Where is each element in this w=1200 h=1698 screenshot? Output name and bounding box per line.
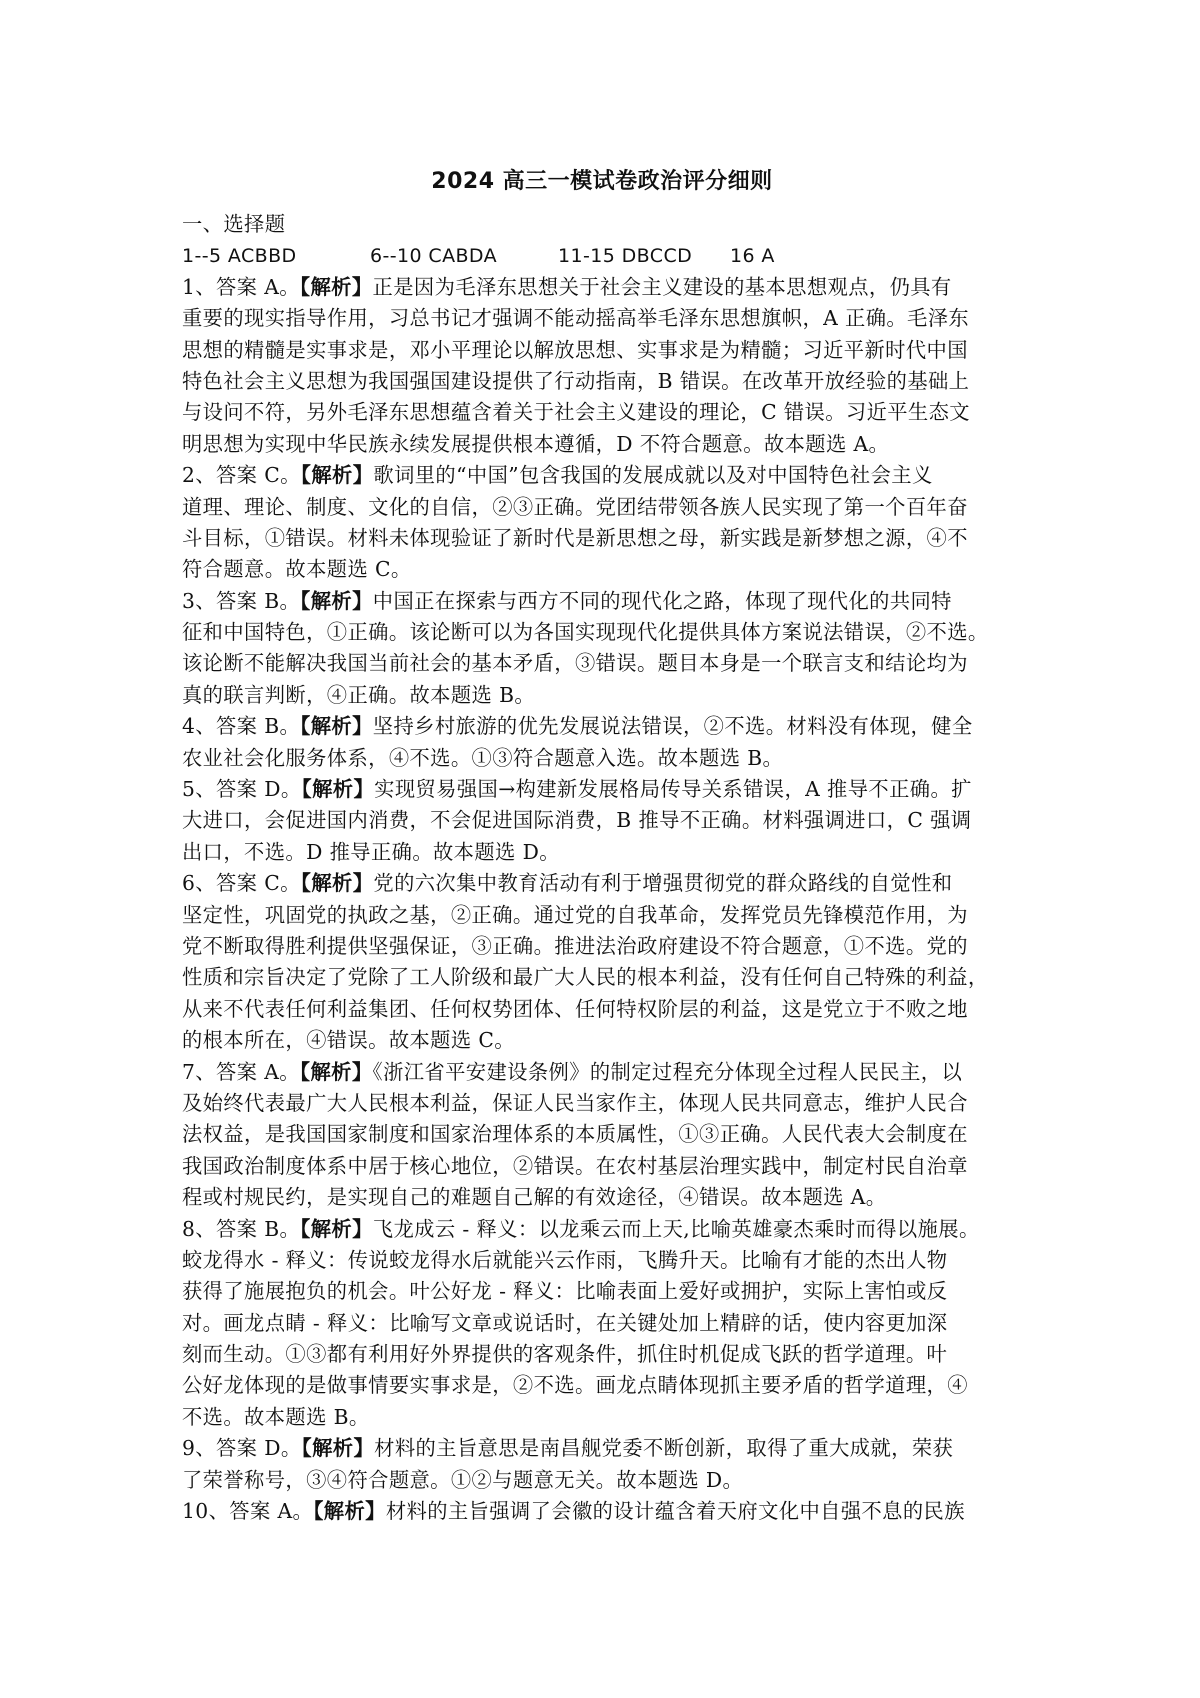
answer-entry bbox=[182, 1057, 1022, 1214]
answer-entry bbox=[182, 868, 1022, 1056]
document-body bbox=[182, 209, 1022, 1527]
analysis-line: 我国政治制度体系中居于核心地位，②错误。在农村基层治理实践中，制定村民自治章 bbox=[182, 1153, 968, 1178]
answer-label: 9、答案 D。 bbox=[182, 1436, 302, 1461]
analysis-line: 思想的精髓是实事求是，邓小平理论以解放思想、实事求是为精髓；习近平新时代中国 bbox=[182, 337, 968, 362]
analysis-line: 程或村规民约，是实现自己的难题自己解的有效途径，④错误。故本题选 A。 bbox=[182, 1185, 887, 1210]
entry-first-line bbox=[182, 1057, 1022, 1088]
answer-label: 10、答案 A。 bbox=[182, 1499, 314, 1524]
entry-first-line bbox=[182, 272, 1022, 303]
analysis-text: 中国正在探索与西方不同的现代化之路，体现了现代化的共同特 bbox=[372, 588, 952, 613]
analysis-line: 坚定性，巩固党的执政之基，②正确。通过党的自我革命，发挥党员先锋模范作用，为 bbox=[182, 902, 968, 927]
analysis-line: 真的联言判断，④正确。故本题选 B。 bbox=[182, 682, 536, 707]
analysis-line: 蛟龙得水 - 释义：传说蛟龙得水后就能兴云作雨，飞腾升天。比喻有才能的杰出人物 bbox=[182, 1247, 948, 1272]
answer-label: 8、答案 B。 bbox=[182, 1216, 301, 1241]
analysis-line: 符合题意。故本题选 C。 bbox=[182, 557, 412, 582]
analysis-line: 重要的现实指导作用，习总书记才强调不能动摇高举毛泽东思想旗帜，A 正确。毛泽东 bbox=[182, 306, 970, 331]
analysis-tag: 【解析】 bbox=[300, 871, 374, 896]
analysis-line: 与设问不符，另外毛泽东思想蕴含着关于社会主义建设的理论，C 错误。习近平生态文 bbox=[182, 400, 970, 425]
analysis-text: 材料的主旨强调了会徽的设计蕴含着天府文化中自强不息的民族 bbox=[385, 1499, 965, 1524]
page-title: 2024 高三一模试卷政治评分细则 bbox=[431, 169, 773, 194]
analysis-text: 《浙江省平安建设条例》的制定过程充分体现全过程人民民主，以 bbox=[372, 1059, 963, 1084]
analysis-line: 刻而生动。①③都有利用好外界提供的客观条件，抓住时机促成飞跃的哲学道理。叶 bbox=[182, 1342, 948, 1367]
answer-entry bbox=[182, 586, 1022, 712]
analysis-text: 正是因为毛泽东思想关于社会主义建设的基本思想观点，仍具有 bbox=[372, 274, 952, 299]
answer-entry bbox=[182, 1433, 1022, 1496]
analysis-tag: 【解析】 bbox=[300, 463, 374, 488]
answer-group-6-10: 6--10 CABDA bbox=[370, 245, 498, 268]
answer-explanations bbox=[182, 272, 1022, 1528]
analysis-line: 法权益，是我国国家制度和国家治理体系的本质属性，①③正确。人民代表大会制度在 bbox=[182, 1122, 968, 1147]
answer-group-11-15: 11-15 DBCCD bbox=[558, 245, 693, 268]
section-heading: 一、选择题 bbox=[182, 212, 286, 236]
answer-label: 6、答案 C。 bbox=[182, 871, 301, 896]
answer-label: 1、答案 A。 bbox=[182, 274, 300, 299]
analysis-tag: 【解析】 bbox=[300, 1216, 373, 1241]
entry-first-line bbox=[182, 1214, 1022, 1245]
analysis-line: 公好龙体现的是做事情要实事求是，②不选。画龙点睛体现抓主要矛盾的哲学道理，④ bbox=[182, 1373, 968, 1398]
answer-entry bbox=[182, 1214, 1022, 1434]
analysis-line: 该论断不能解决我国当前社会的基本矛盾，③错误。题目本身是一个联言支和结论均为 bbox=[182, 651, 968, 676]
entry-first-line bbox=[182, 586, 1022, 617]
answer-entry bbox=[182, 774, 1022, 868]
answer-entry bbox=[182, 1496, 1022, 1527]
answer-entry bbox=[182, 460, 1022, 586]
analysis-line: 斗目标，①错误。材料未体现验证了新时代是新思想之母，新实践是新梦想之源，④不 bbox=[182, 525, 968, 550]
analysis-text: 飞龙成云 - 释义：以龙乘云而上天,比喻英雄豪杰乘时而得以施展。 bbox=[372, 1216, 980, 1241]
analysis-line: 不选。故本题选 B。 bbox=[182, 1404, 370, 1429]
analysis-line: 党不断取得胜利提供坚强保证，③正确。推进法治政府建设不符合题意，①不选。党的 bbox=[182, 933, 968, 958]
entry-first-line bbox=[182, 1433, 1022, 1464]
analysis-line: 及始终代表最广大人民根本利益，保证人民当家作主，体现人民共同意志，维护人民合 bbox=[182, 1090, 968, 1115]
analysis-tag: 【解析】 bbox=[299, 274, 373, 299]
analysis-line: 农业社会化服务体系，④不选。①③符合题意入选。故本题选 B。 bbox=[182, 745, 784, 770]
analysis-tag: 【解析】 bbox=[300, 714, 373, 739]
analysis-tag: 【解析】 bbox=[313, 1499, 386, 1524]
analysis-line: 出口，不选。D 推导正确。故本题选 D。 bbox=[182, 839, 560, 864]
answer-label: 4、答案 B。 bbox=[182, 714, 301, 739]
analysis-line: 了荣誉称号，③④符合题意。①②与题意无关。故本题选 D。 bbox=[182, 1467, 744, 1492]
analysis-text: 坚持乡村旅游的优先发展说法错误，②不选。材料没有体现，健全 bbox=[372, 714, 973, 739]
analysis-line: 征和中国特色，①正确。该论断可以为各国实现现代化提供具体方案说法错误，②不选。 bbox=[182, 620, 989, 645]
answer-label: 5、答案 D。 bbox=[182, 777, 302, 802]
entry-first-line bbox=[182, 711, 1022, 742]
analysis-tag: 【解析】 bbox=[299, 1059, 373, 1084]
analysis-line: 对。画龙点睛 - 释义：比喻写文章或说话时，在关键处加上精辟的话，使内容更加深 bbox=[182, 1310, 948, 1335]
answer-summary bbox=[182, 240, 1022, 271]
analysis-line: 特色社会主义思想为我国强国建设提供了行动指南，B 错误。在改革开放经验的基础上 bbox=[182, 368, 970, 393]
analysis-line: 性质和宗旨决定了党除了工人阶级和最广大人民的根本利益，没有任何自己特殊的利益， bbox=[182, 965, 989, 990]
entry-first-line bbox=[182, 460, 1022, 491]
analysis-tag: 【解析】 bbox=[300, 588, 373, 613]
entry-first-line bbox=[182, 868, 1022, 899]
analysis-line: 从来不代表任何利益集团、任何权势团体、任何特权阶层的利益，这是党立于不败之地 bbox=[182, 996, 968, 1021]
entry-first-line bbox=[182, 1496, 1022, 1527]
entry-first-line bbox=[182, 774, 1022, 805]
analysis-line: 获得了施展抱负的机会。叶公好龙 - 释义：比喻表面上爱好或拥护，实际上害怕或反 bbox=[182, 1279, 948, 1304]
analysis-line: 明思想为实现中华民族永续发展提供根本遵循，D 不符合题意。故本题选 A。 bbox=[182, 431, 890, 456]
analysis-line: 的根本所在，④错误。故本题选 C。 bbox=[182, 1028, 515, 1053]
analysis-line: 大进口，会促进国内消费，不会促进国际消费，B 推导不正确。材料强调进口，C 强调 bbox=[182, 808, 972, 833]
answer-group-16: 16 A bbox=[730, 245, 775, 268]
answer-label: 2、答案 C。 bbox=[182, 463, 301, 488]
answer-entry bbox=[182, 711, 1022, 774]
analysis-text: 党的六次集中教育活动有利于增强贯彻党的群众路线的自觉性和 bbox=[373, 871, 953, 896]
answer-label: 3、答案 B。 bbox=[182, 588, 301, 613]
answer-group-1-5: 1--5 ACBBD bbox=[182, 245, 297, 268]
answer-label: 7、答案 A。 bbox=[182, 1059, 300, 1084]
analysis-tag: 【解析】 bbox=[301, 1436, 375, 1461]
analysis-text: 实现贸易强国→构建新发展格局传导关系错误，A 推导不正确。扩 bbox=[374, 777, 972, 802]
analysis-text: 材料的主旨意思是南昌舰党委不断创新，取得了重大成就，荣获 bbox=[374, 1436, 954, 1461]
analysis-tag: 【解析】 bbox=[301, 777, 375, 802]
analysis-text: 歌词里的“中国”包含我国的发展成就以及对中国特色社会主义 bbox=[373, 463, 933, 488]
answer-entry bbox=[182, 272, 1022, 460]
analysis-line: 道理、理论、制度、文化的自信，②③正确。党团结带领各族人民实现了第一个百年奋 bbox=[182, 494, 968, 519]
